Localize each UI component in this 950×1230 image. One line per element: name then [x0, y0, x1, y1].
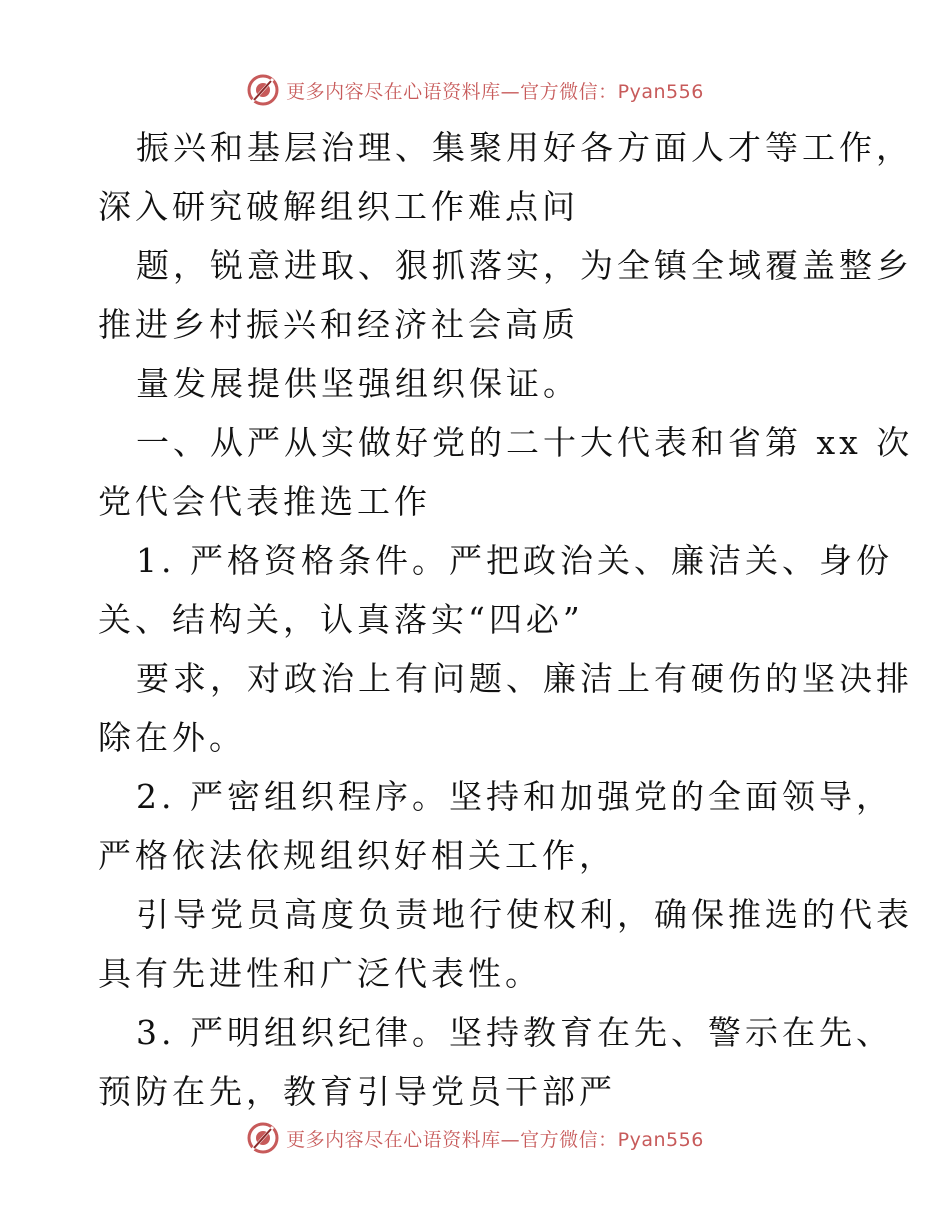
document-line: 振兴和基层治理、集聚用好各方面人才等工作， [136, 128, 913, 167]
document-line: 3. 严明组织纪律。坚持教育在先、警示在先、 [136, 1013, 893, 1052]
document-line: 量发展提供坚强组织保证。 [136, 364, 580, 403]
document-line: 严格依法依规组织好相关工作， [98, 836, 616, 875]
document-line: 预防在先，教育引导党员干部严 [98, 1072, 616, 1111]
document-line: 题，锐意进取、狠抓落实，为全镇全域覆盖整乡 [136, 246, 913, 285]
document-line: 一、从严从实做好党的二十大代表和省第 xx 次 [136, 423, 914, 462]
document-body [98, 118, 914, 1121]
pen-circle-logo-icon [246, 1121, 280, 1155]
pen-circle-logo-icon [246, 73, 280, 107]
document-line: 引导党员高度负责地行使权利，确保推选的代表 [136, 895, 913, 934]
footer-banner-text: 更多内容尽在心语资料库—官方微信：Pyan556 [286, 1128, 704, 1151]
document-line: 推进乡村振兴和经济社会高质 [98, 305, 579, 344]
document-line: 党代会代表推选工作 [98, 482, 431, 521]
document-line: 除在外。 [98, 718, 246, 757]
footer-banner [0, 1118, 950, 1158]
header-banner [0, 70, 950, 110]
document-line: 具有先进性和广泛代表性。 [98, 954, 542, 993]
document-line: 深入研究破解组织工作难点问 [98, 187, 579, 226]
header-banner-text: 更多内容尽在心语资料库—官方微信：Pyan556 [286, 80, 704, 103]
document-line: 1. 严格资格条件。严把政治关、廉洁关、身份 [136, 541, 893, 580]
document-line: 关、结构关，认真落实“四必” [98, 600, 584, 639]
document-line: 要求，对政治上有问题、廉洁上有硬伤的坚决排 [136, 659, 913, 698]
document-line: 2. 严密组织程序。坚持和加强党的全面领导， [136, 777, 893, 816]
